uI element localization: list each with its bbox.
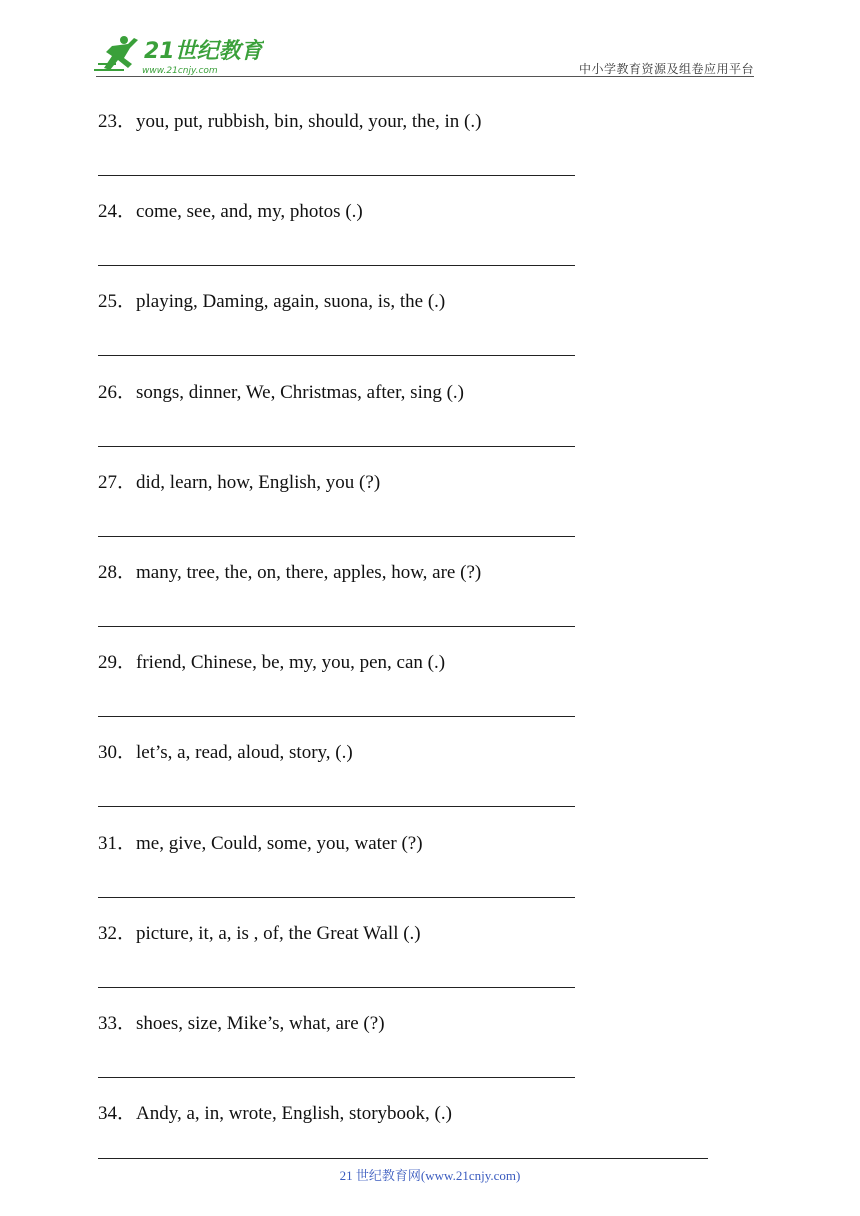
question-item: [98, 111, 481, 133]
question-item: [98, 833, 423, 855]
page-header: [0, 0, 860, 80]
question-number: 27．: [98, 472, 137, 493]
question-text: come, see, and, my, photos (.): [136, 201, 363, 222]
question-item: [98, 382, 464, 404]
runner-logo-icon: [94, 34, 264, 78]
answer-line[interactable]: [98, 626, 575, 627]
answer-line[interactable]: [98, 446, 575, 447]
question-text: many, tree, the, on, there, apples, how, are (?): [136, 562, 482, 583]
question-item: [98, 291, 445, 313]
question-number: 28．: [98, 562, 137, 583]
question-item: [98, 742, 353, 764]
question-item: [98, 562, 481, 584]
question-item: [98, 923, 421, 945]
question-item: [98, 472, 380, 494]
question-item: [98, 652, 445, 674]
question-text: songs, dinner, We, Christmas, after, sing (.): [136, 382, 465, 403]
question-number: 23．: [98, 111, 137, 132]
question-text: you, put, rubbish, bin, should, your, the, in (.): [136, 111, 482, 132]
answer-line[interactable]: [98, 175, 575, 176]
question-text: Andy, a, in, wrote, English, storybook, (.): [136, 1103, 452, 1124]
question-item: [98, 1013, 385, 1035]
answer-line[interactable]: [98, 897, 575, 898]
question-number: 25．: [98, 291, 137, 312]
answer-line[interactable]: [98, 536, 575, 537]
question-text: friend, Chinese, be, my, you, pen, can (.): [136, 652, 446, 673]
question-text: playing, Daming, again, suona, is, the (.): [136, 291, 446, 312]
header-divider: [96, 76, 754, 77]
site-tagline: 中小学教育资源及组卷应用平台: [578, 62, 754, 76]
question-number: 34．: [98, 1103, 137, 1124]
site-logo: [94, 34, 264, 78]
answer-line[interactable]: [98, 355, 575, 356]
answer-line[interactable]: [98, 987, 575, 988]
answer-line[interactable]: [98, 806, 575, 807]
question-text: did, learn, how, English, you (?): [136, 472, 381, 493]
question-item: [98, 201, 363, 223]
question-number: 26．: [98, 382, 137, 403]
question-number: 31．: [98, 833, 137, 854]
question-number: 24．: [98, 201, 137, 222]
question-number: 33．: [98, 1013, 137, 1034]
logo-url: www.21cnjy.com: [142, 66, 218, 76]
question-number: 30．: [98, 742, 137, 763]
question-text: picture, it, a, is , of, the Great Wall (.): [136, 923, 421, 944]
question-number: 29．: [98, 652, 137, 673]
question-item: [98, 1103, 452, 1125]
footer-link[interactable]: 21 世纪教育网(www.21cnjy.com): [339, 1168, 521, 1183]
footer-divider: [98, 1158, 708, 1159]
question-text: let’s, a, read, aloud, story, (.): [136, 742, 353, 763]
answer-line[interactable]: [98, 1077, 575, 1078]
answer-line[interactable]: [98, 716, 575, 717]
question-text: me, give, Could, some, you, water (?): [136, 833, 423, 854]
logo-wordmark: 21世纪教育: [144, 39, 263, 64]
answer-line[interactable]: [98, 265, 575, 266]
question-text: shoes, size, Mike’s, what, are (?): [136, 1013, 385, 1034]
question-number: 32．: [98, 923, 137, 944]
